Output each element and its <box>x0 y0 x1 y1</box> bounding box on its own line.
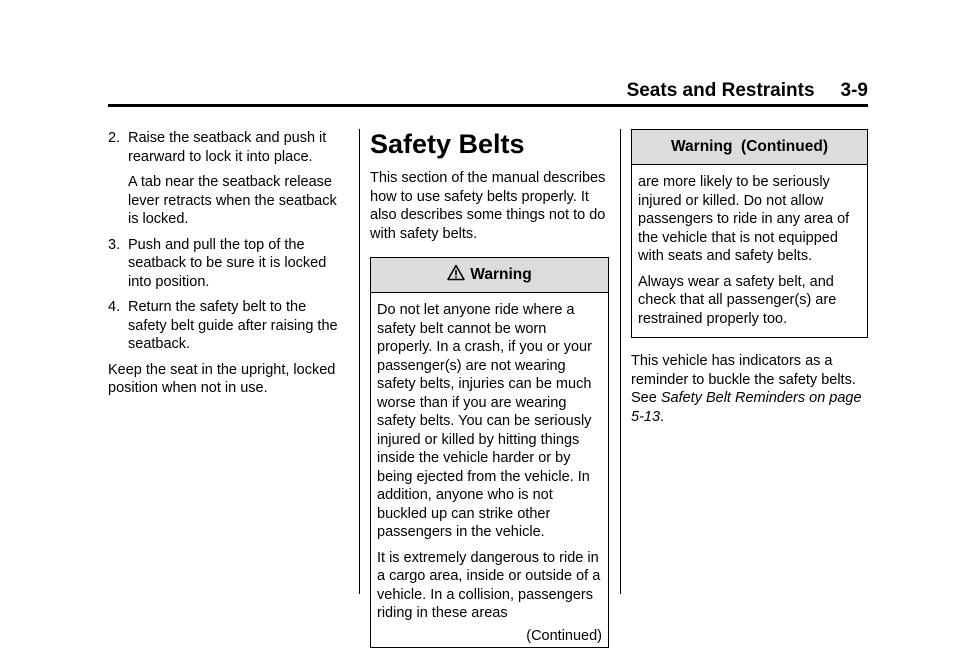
warning-triangle-icon <box>447 264 465 287</box>
column-divider <box>359 129 360 594</box>
body-text-end: . <box>660 408 665 425</box>
step-number: 4. <box>108 299 121 315</box>
column-1 <box>108 129 348 405</box>
warning-paragraph: are more likely to be seriously injured or killed. Do not allow passengers to ride in any area of the vehicle that is not equipped with seats and safety belts. <box>638 174 850 264</box>
page-number: 3-9 <box>840 80 868 101</box>
closing-paragraph: Keep the seat in the upright, locked position when not in use. <box>108 361 336 396</box>
body-paragraph <box>631 352 868 426</box>
warning-title: Warning (Continued) <box>671 137 828 155</box>
warning-header <box>632 130 867 165</box>
column-3 <box>631 129 868 433</box>
step-text: Push and pull the top of the seatback to be sure it is locked into position. <box>128 236 327 290</box>
list-item <box>108 236 348 292</box>
warning-box-continued <box>631 129 868 338</box>
step-note: A tab near the seatback release lever retracts when the seatback is locked. <box>128 174 337 227</box>
warning-paragraph: It is extremely dangerous to ride in a cargo area, inside or outside of a vehicle. In a collision, passengers riding in these areas <box>377 549 601 621</box>
step-number: 3. <box>108 236 121 253</box>
column-2 <box>370 129 609 648</box>
section-heading: Safety Belts <box>370 129 525 159</box>
continued-label: (Continued) <box>526 627 602 644</box>
cross-reference-link[interactable]: Safety Belt Reminders on page 5-13 <box>631 390 862 425</box>
step-text: Raise the seatback and push it rearward to lock it into place. <box>128 130 327 165</box>
intro-paragraph: This section of the manual describes how to use safety belts properly. It also describes some things not to do with safety belts. <box>370 170 606 242</box>
body-text: This vehicle has indicators as a reminder to buckle the safety belts. See <box>631 353 856 406</box>
column-divider <box>620 129 621 594</box>
warning-header <box>371 258 608 293</box>
warning-body <box>371 293 608 647</box>
header-rule <box>108 104 868 107</box>
warning-paragraph: Do not let anyone ride where a safety belt cannot be worn properly. In a crash, if you or your passenger(s) are not wearing safety belts, injuries can be much worse than if you are wearing safety belts. You can be seriously injured or killed by hitting things inside the vehicle harder or by being ejected from the vehicle. In addition, anyone who is not buckled up can strike other passengers in the vehicle. <box>377 302 592 540</box>
list-item <box>108 298 348 354</box>
warning-body <box>632 165 867 337</box>
step-number: 2. <box>108 130 121 146</box>
warning-paragraph: Always wear a safety belt, and check that all passenger(s) are restrained properly too. <box>638 273 837 327</box>
page-header <box>108 80 868 104</box>
list-item <box>108 129 348 229</box>
section-title: Seats and Restraints <box>626 80 815 101</box>
step-text: Return the safety belt to the safety belt guide after raising the seatback. <box>128 299 338 352</box>
warning-title: Warning <box>470 265 532 283</box>
warning-box <box>370 257 609 648</box>
